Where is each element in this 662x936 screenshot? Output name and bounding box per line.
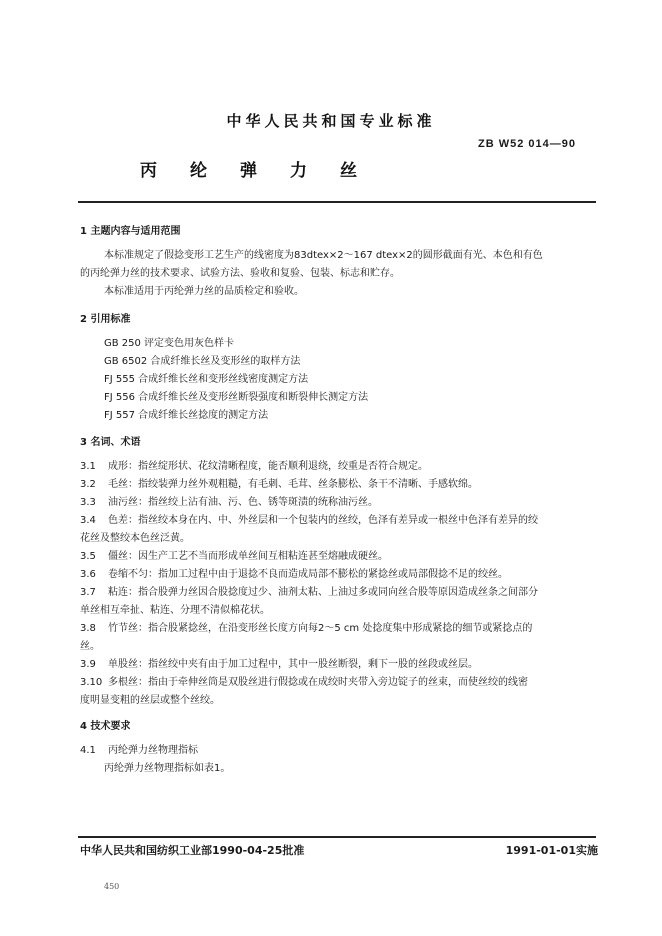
section-3-heading: 3 名词、术语 — [80, 437, 141, 448]
term-3-9 — [80, 658, 478, 671]
term-3-7 — [80, 586, 538, 599]
term-number: 3.3 — [80, 497, 96, 508]
term-3-4 — [80, 514, 538, 527]
term-3-7-continued: 单丝相互牵扯、粘连、分理不清似棉花状。 — [80, 605, 270, 616]
term-3-4-continued: 花丝及整绞本色丝泛黄。 — [80, 533, 190, 544]
standard-code: ZB W52 014—90 — [478, 138, 576, 150]
section-2-heading: 2 引用标准 — [80, 314, 131, 325]
term-3-5 — [80, 550, 388, 563]
term-number: 3.2 — [80, 479, 96, 490]
term-text: 色差：指丝绞本身在内、中、外丝层和一个包装内的丝绞，色泽有差异或一根丝中色泽有差异的绞 — [108, 515, 538, 526]
term-3-1 — [80, 460, 428, 473]
term-3-10-continued: 度明显变粗的丝层或整个丝绞。 — [80, 695, 220, 706]
term-text: 毛丝：指绞装弹力丝外观粗糙，有毛刺、毛茸、丝条膨松、条干不清晰、手感软绵。 — [108, 479, 478, 490]
term-number: 3.6 — [80, 569, 96, 580]
term-number: 3.9 — [80, 659, 96, 670]
term-text: 单股丝：指丝绞中夹有由于加工过程中，其中一股丝断裂，剩下一股的丝段或丝层。 — [108, 659, 478, 670]
subsection-4-1 — [80, 744, 198, 757]
term-number: 3.8 — [80, 623, 96, 634]
term-number: 3.5 — [80, 551, 96, 562]
term-number: 3.7 — [80, 587, 96, 598]
term-text: 粘连：指合股弹力丝因合股捻度过少、油剂太粘、上油过多或同向丝合股等原因造成丝条之间部分 — [108, 587, 538, 598]
section-4-heading: 4 技术要求 — [80, 721, 131, 732]
term-3-2 — [80, 478, 478, 491]
term-text: 多根丝：指由于牵伸丝筒是双股丝进行假捻或在成绞时夹带入旁边锭子的丝束，而使丝绞的线密 — [108, 677, 528, 688]
reference-item: GB 250 评定变色用灰色样卡 — [104, 338, 235, 349]
reference-item: FJ 556 合成纤维长丝及变形丝断裂强度和断裂伸长测定方法 — [104, 392, 369, 403]
page-number: 450 — [104, 882, 120, 891]
term-text: 竹节丝：指合股紧捻丝，在沿变形丝长度方向每2～5 cm 处捻度集中形成紧捻的细节或紧捻点的 — [108, 623, 533, 634]
term-text: 卷缩不匀：指加工过程中由于退捻不良而造成局部不膨松的紧捻丝或局部假捻不足的绞丝。 — [108, 569, 508, 580]
term-3-8 — [80, 622, 532, 635]
reference-item: FJ 557 合成纤维长丝捻度的测定方法 — [104, 410, 269, 421]
term-text: 僵丝：因生产工艺不当而形成单丝间互相粘连甚至熔融成硬丝。 — [108, 551, 388, 562]
subsection-title: 丙纶弹力丝物理指标 — [108, 745, 198, 756]
document-title: 丙纶弹力丝 — [140, 161, 390, 181]
term-number: 3.1 — [80, 461, 96, 472]
implementation-date: 1991-01-01实施 — [505, 844, 598, 857]
standard-title: 中华人民共和国专业标准 — [226, 112, 436, 130]
term-number: 3.4 — [80, 515, 96, 526]
term-3-3 — [80, 496, 378, 509]
subsection-4-1-text: 丙纶弹力丝物理指标如表1。 — [104, 763, 231, 774]
term-text: 成形：指丝绽形状、花纹清晰程度，能否顺利退绕，绞重是否符合规定。 — [108, 461, 428, 472]
term-3-6 — [80, 568, 508, 581]
term-3-8-continued: 丝。 — [80, 641, 100, 652]
reference-item: FJ 555 合成纤维长丝和变形丝线密度测定方法 — [104, 374, 309, 385]
section-1-heading: 1 主题内容与适用范围 — [80, 226, 181, 237]
subsection-number: 4.1 — [80, 745, 96, 756]
term-3-10 — [80, 676, 528, 689]
reference-item: GB 6502 合成纤维长丝及变形丝的取样方法 — [104, 356, 301, 367]
section-1-para-2: 本标准适用于丙纶弹力丝的品质检定和验收。 — [104, 286, 304, 297]
term-text: 油污丝：指丝绞上沾有油、污、色、锈等斑渍的统称油污丝。 — [108, 497, 378, 508]
header-rule — [78, 201, 596, 203]
term-number: 3.10 — [80, 677, 103, 688]
approval-note: 中华人民共和国纺织工业部1990-04-25批准 — [80, 844, 305, 857]
section-1-para-1-line-1: 本标准规定了假捻变形工艺生产的线密度为83dtex×2～167 dtex×2的圆形截面有光、本色和有色 — [104, 250, 543, 261]
footer-rule — [78, 836, 596, 838]
section-1-para-1-line-2: 的丙纶弹力丝的技术要求、试验方法、验收和复验、包装、标志和贮存。 — [80, 268, 400, 279]
